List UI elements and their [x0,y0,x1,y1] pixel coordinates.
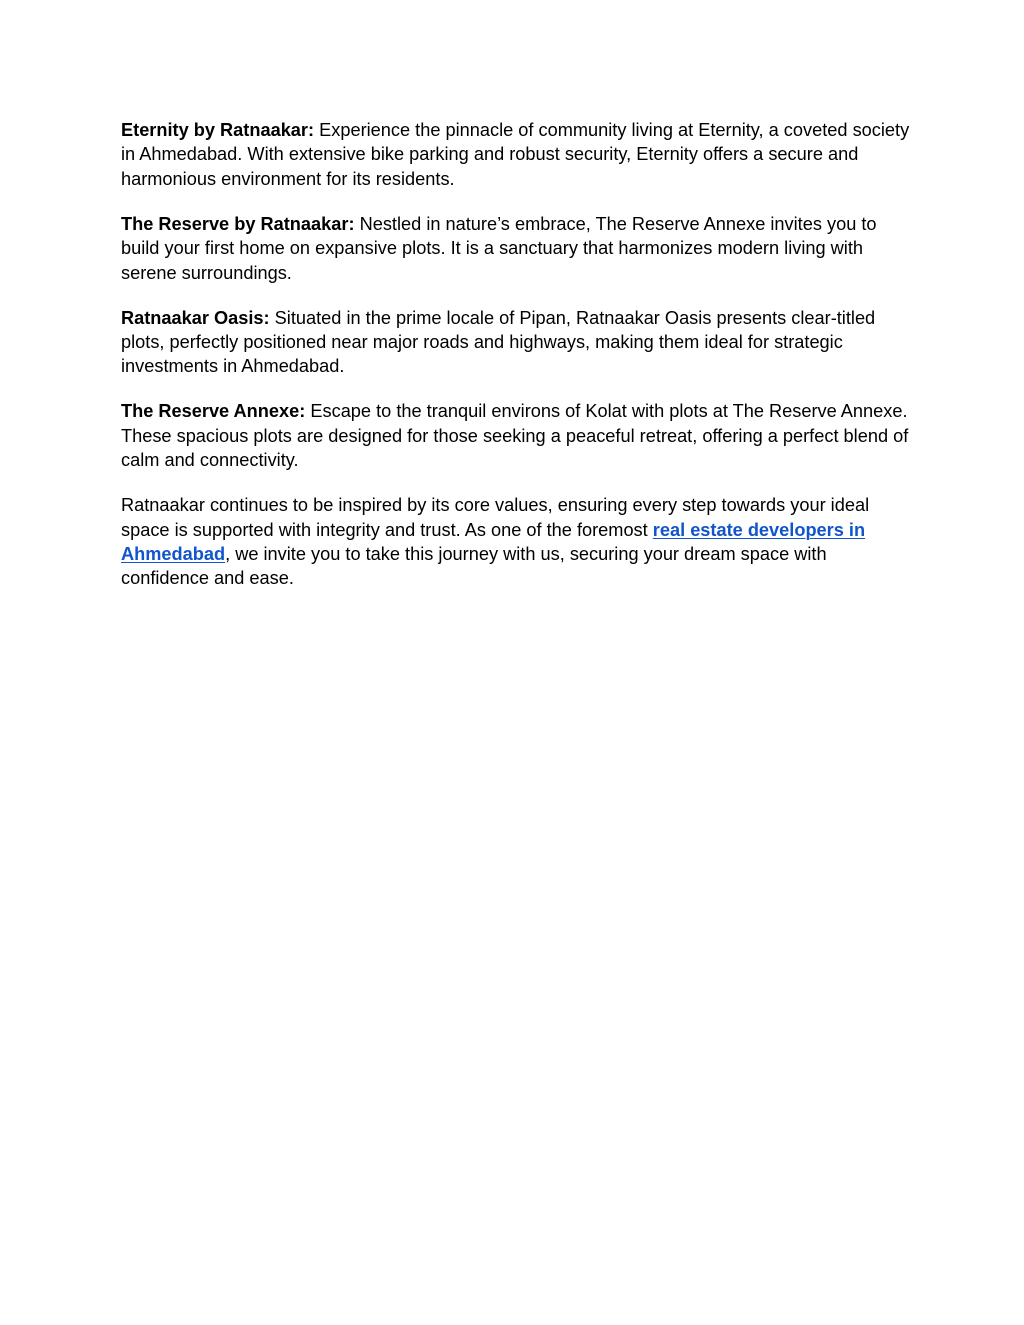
paragraph-text: Situated in the prime locale of Pipan, Ratnaakar Oasis presents clear-titled plots, perfectly positioned near major roads and highways, making them ideal for strategic investments in Ahmedabad. [121,307,876,377]
closing-text-before-link: Ratnaakar continues to be inspired by its core values, ensuring every step towards your ideal space is supported with integrity and trust. As one of the foremost [121,495,870,540]
paragraph-text: Nestled in nature’s embrace, The Reserve Annexe invites you to build your first home on expansive plots. It is a sanctuary that harmonizes modern living with serene surroundings. [121,213,877,283]
paragraph-heading: Ratnaakar Oasis: [121,307,270,328]
paragraph-eternity [121,118,911,191]
paragraph-ratnaakar-oasis [121,306,911,379]
paragraph-heading: Eternity by Ratnaakar: [121,120,315,140]
document-page [121,118,911,611]
paragraph-the-reserve [121,212,911,285]
paragraph-text: Escape to the tranquil environs of Kolat with plots at The Reserve Annexe. These spacious plots are designed for those seeking a peaceful retreat, offering a perfect blend of calm and connectivity. [121,401,909,471]
paragraph-heading: The Reserve by Ratnaakar: [121,213,355,234]
real-estate-developers-link[interactable]: real estate developers in Ahmedabad [121,519,866,565]
closing-text-after-link: , we invite you to take this journey with us, securing your dream space with confidence and ease. [121,544,827,589]
paragraph-heading: The Reserve Annexe: [121,401,306,422]
paragraph-text: Experience the pinnacle of community living at Eternity, a coveted society in Ahmedabad. With extensive bike parking and robust security, Eternity offers a secure and harmonious environment for its residents. [121,120,910,189]
paragraph-closing [121,493,911,591]
paragraph-reserve-annexe [121,399,911,472]
